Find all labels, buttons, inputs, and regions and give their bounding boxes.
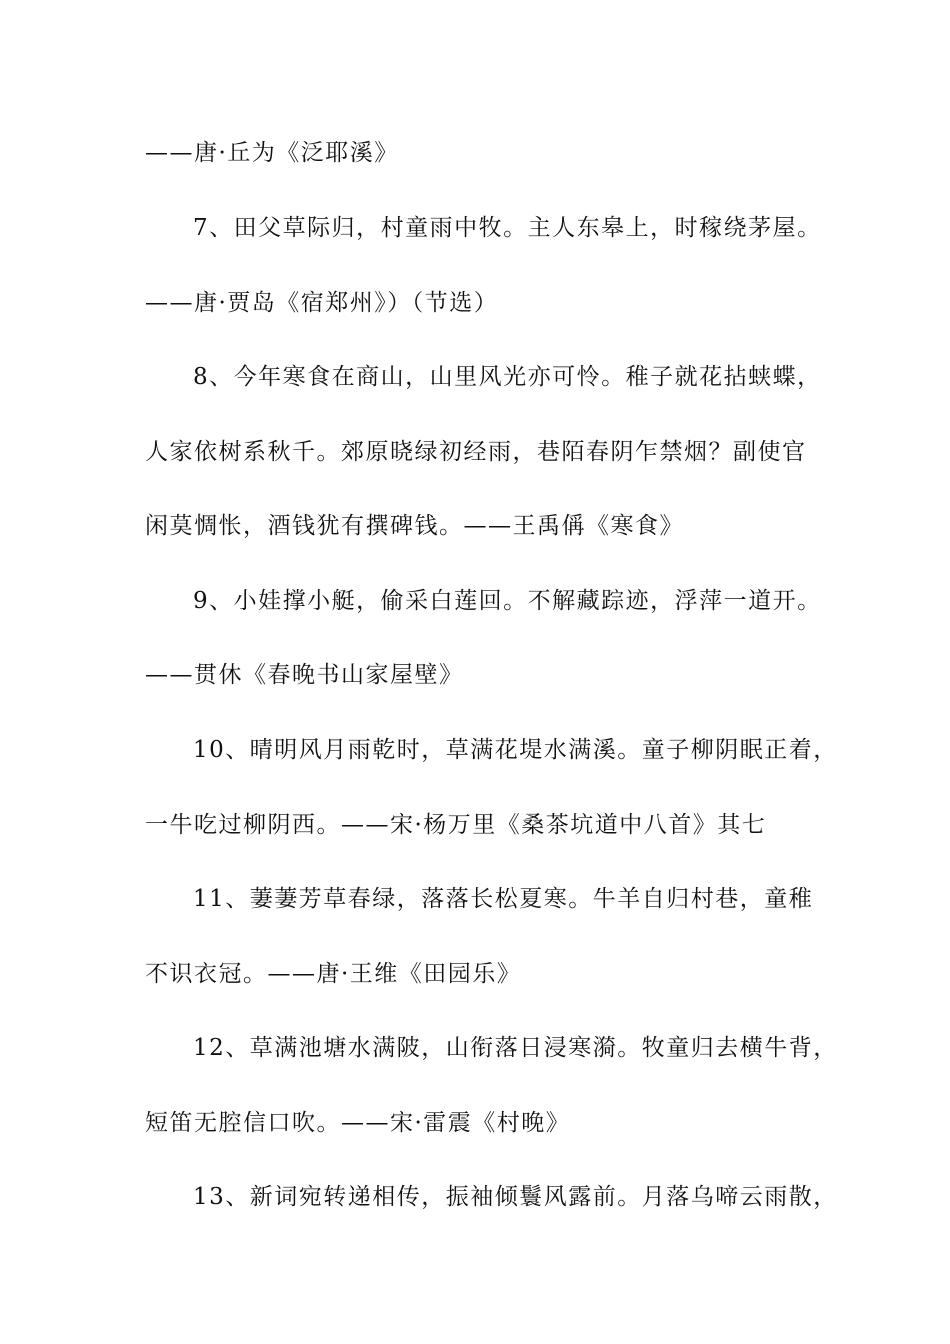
text-line: ——贯休《春晚书山家屋壁》 xyxy=(145,662,464,688)
text-line: ——唐·贾岛《宿郑州》）（节选） xyxy=(145,290,499,316)
text-line: 13、新词宛转递相传，振袖倾鬟风露前。月落乌啼云雨散， xyxy=(193,1184,838,1210)
text-line: 10、晴明风月雨乾时，草满花堤水满溪。童子柳阴眠正着， xyxy=(193,737,838,763)
text-line: 7、田父草际归，村童雨中牧。主人东皋上，时稼绕茅屋。 xyxy=(193,215,822,241)
text-line: 11、萋萋芳草春绿，落落长松夏寒。牛羊自归村巷，童稚 xyxy=(193,886,814,912)
text-line: 闲莫惆怅，酒钱犹有撰碑钱。——王禹偁《寒食》 xyxy=(145,513,684,539)
text-line: 人家依树系秋千。郊原晓绿初经雨，巷陌春阴乍禁烟？副使官 xyxy=(145,439,807,465)
text-line: 不识衣冠。——唐·王维《田园乐》 xyxy=(145,961,522,987)
text-line: ——唐·丘为《泛耶溪》 xyxy=(145,140,399,166)
text-line: 12、草满池塘水满陂，山衔落日浸寒漪。牧童归去横牛背， xyxy=(193,1035,838,1061)
text-line: 一牛吃过柳阴西。——宋·杨万里《桑茶坑道中八首》其七 xyxy=(145,812,767,838)
text-line: 9、小娃撑小艇，偷采白莲回。不解藏踪迹，浮萍一道开。 xyxy=(193,588,822,614)
text-line: 8、今年寒食在商山，山里风光亦可怜。稚子就花拈蛱蝶， xyxy=(193,364,822,390)
text-line: 短笛无腔信口吹。——宋·雷震《村晚》 xyxy=(145,1110,571,1136)
